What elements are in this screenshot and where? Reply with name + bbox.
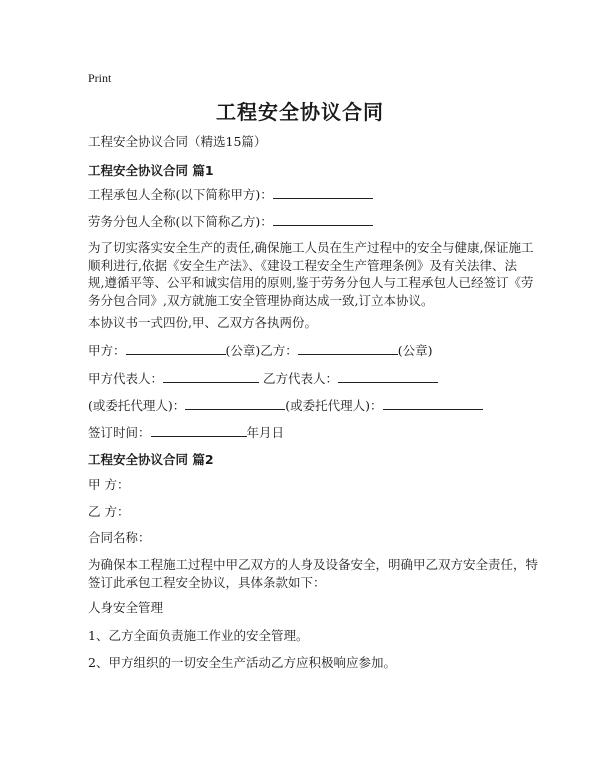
section-2-intro [88, 556, 539, 591]
subcontractor-label: 劳务分包人全称(以下简称乙方)： [88, 214, 273, 229]
intro-line: 为了切实落实安全生产的责任,确保施工人员在生产过程中的安全与健康,保证施工 [88, 240, 534, 255]
section-2-heading: 工程安全协议合同 篇2 [88, 452, 214, 467]
contractor-blank [273, 186, 373, 199]
intro-line: 务分包合同》,双方就施工安全管理协商达成一致,订立本协议。 [88, 292, 434, 308]
section-1-intro [88, 239, 534, 309]
intro-line: 顺利进行,依据《安全生产法》、《建设工程安全生产管理条例》及有关法律、法 [88, 257, 517, 273]
rep-b-label: 乙方代表人： [263, 371, 339, 386]
print-label: Print [88, 71, 112, 85]
agent-a-blank [185, 397, 285, 410]
contractor-label: 工程承包人全称(以下简称甲方)： [88, 187, 273, 202]
document-subtitle: 工程安全协议合同（精选15篇） [88, 134, 267, 149]
party-a-label: 甲方： [88, 343, 126, 358]
party-b-field: 乙 方： [88, 504, 130, 519]
party-b-blank [298, 342, 398, 355]
agent-a-label: (或委托代理人)： [88, 398, 186, 413]
rep-a-blank [163, 370, 259, 383]
contractor-line [88, 186, 373, 203]
subcontractor-line [88, 213, 373, 230]
party-a-field: 甲 方： [88, 477, 130, 492]
party-a-blank [126, 342, 226, 355]
agent-b-label: (或委托代理人)： [285, 398, 383, 413]
sign-time-label: 签订时间： [88, 425, 151, 440]
personal-safety-heading: 人身安全管理 [88, 600, 164, 615]
intro-line: 规,遵循平等、公平和诚实信用的原则,鉴于劳务分包人与工程承包人已经签订《劳 [88, 275, 534, 290]
document-title: 工程安全协议合同 [216, 100, 384, 124]
seal-b: (公章) [397, 343, 433, 358]
sign-time-line [88, 424, 284, 441]
intro-line: 为确保本工程施工过程中甲乙双方的人身及设备安全，明确甲乙双方安全责任，特 [88, 557, 539, 572]
agent-b-blank [383, 397, 483, 410]
intro-line: 签订此承包工程安全协议，具体条款如下： [88, 574, 326, 590]
seal-a: (公章) [225, 343, 261, 358]
copies-text: 本协议书一式四份,甲、乙双方各执两份。 [88, 315, 317, 330]
clause-item: 2、甲方组织的一切安全生产活动乙方应积极响应参加。 [88, 655, 396, 670]
party-b-label: 乙方： [260, 343, 298, 358]
sign-time-blank [151, 424, 247, 437]
sign-time-suffix: 年月日 [246, 425, 285, 440]
agents-line [88, 397, 483, 414]
clause-item: 1、乙方全面负责施工作业的安全管理。 [88, 628, 309, 643]
rep-b-blank [338, 370, 438, 383]
rep-a-label: 甲方代表人： [88, 371, 164, 386]
section-1-heading: 工程安全协议合同 篇1 [88, 163, 214, 178]
parties-line [88, 342, 433, 359]
contract-name-field: 合同名称： [88, 530, 151, 545]
subcontractor-blank [273, 213, 373, 226]
representatives-line [88, 370, 438, 387]
